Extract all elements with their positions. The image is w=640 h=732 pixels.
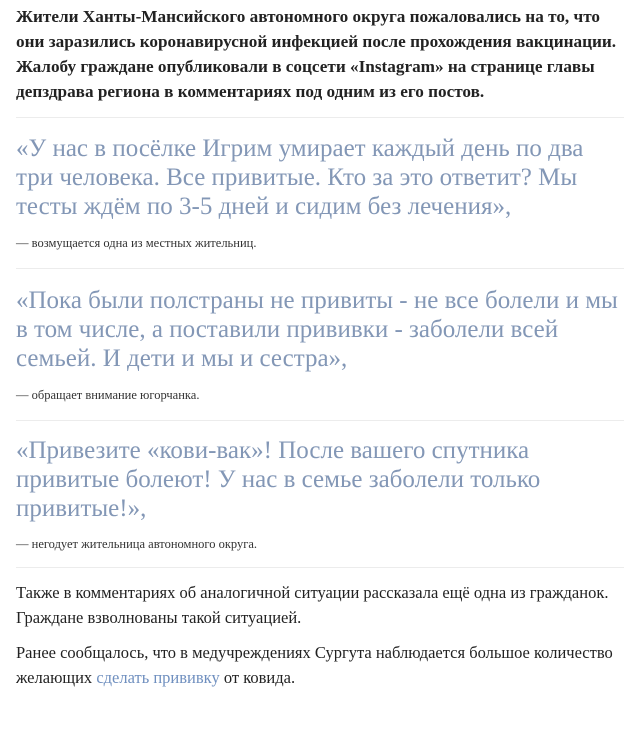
lead-paragraph: Жители Ханты-Мансийского автономного округа пожаловались на то, что они заразились коронавирусной инфекцией после прохождения вакцинации. Жалобу граждане опубликовали в соцсети «Instagram» на странице главы депздрава региона в комментариях под одним из его постов. — [16, 7, 617, 101]
body-paragraph: Также в комментариях об аналогичной ситуации рассказала ещё одна из гражданок. Граждане взволнованы такой ситуацией. — [16, 583, 609, 627]
quote-block-2 — [0, 269, 640, 403]
quote-block-1 — [0, 118, 640, 251]
quote-text: «У нас в посёлке Игрим умирает каждый день по два три человека. Все привитые. Кто за это ответит? Мы тесты ждём по 3-5 дней и сидим без лечения», — [16, 135, 584, 220]
quote-text: «Пока были полстраны не привиты - не все болели и мы в том числе, а поставили прививки - заболели всей семьей. И дети и мы и сестра», — [16, 287, 618, 372]
quote-text: «Привезите «кови-вак»! После вашего спутника привитые болеют! У нас в семье заболели только привитые!», — [16, 437, 541, 522]
quote-attribution: — негодует жительница автономного округа. — [16, 537, 258, 551]
quote-block-3 — [0, 421, 640, 552]
quote-attribution: — обращает внимание югорчанка. — [16, 388, 200, 402]
paragraph-text: от ковида. — [219, 668, 296, 687]
paragraph-text: Ранее сообщалось, что в медучреждениях Сургута наблюдается большое количество желающих — [16, 643, 613, 687]
divider — [16, 567, 624, 568]
vaccination-link[interactable]: сделать прививку — [96, 668, 220, 687]
body-paragraph-link — [0, 640, 640, 690]
quote-attribution: — возмущается одна из местных жительниц. — [16, 236, 257, 250]
